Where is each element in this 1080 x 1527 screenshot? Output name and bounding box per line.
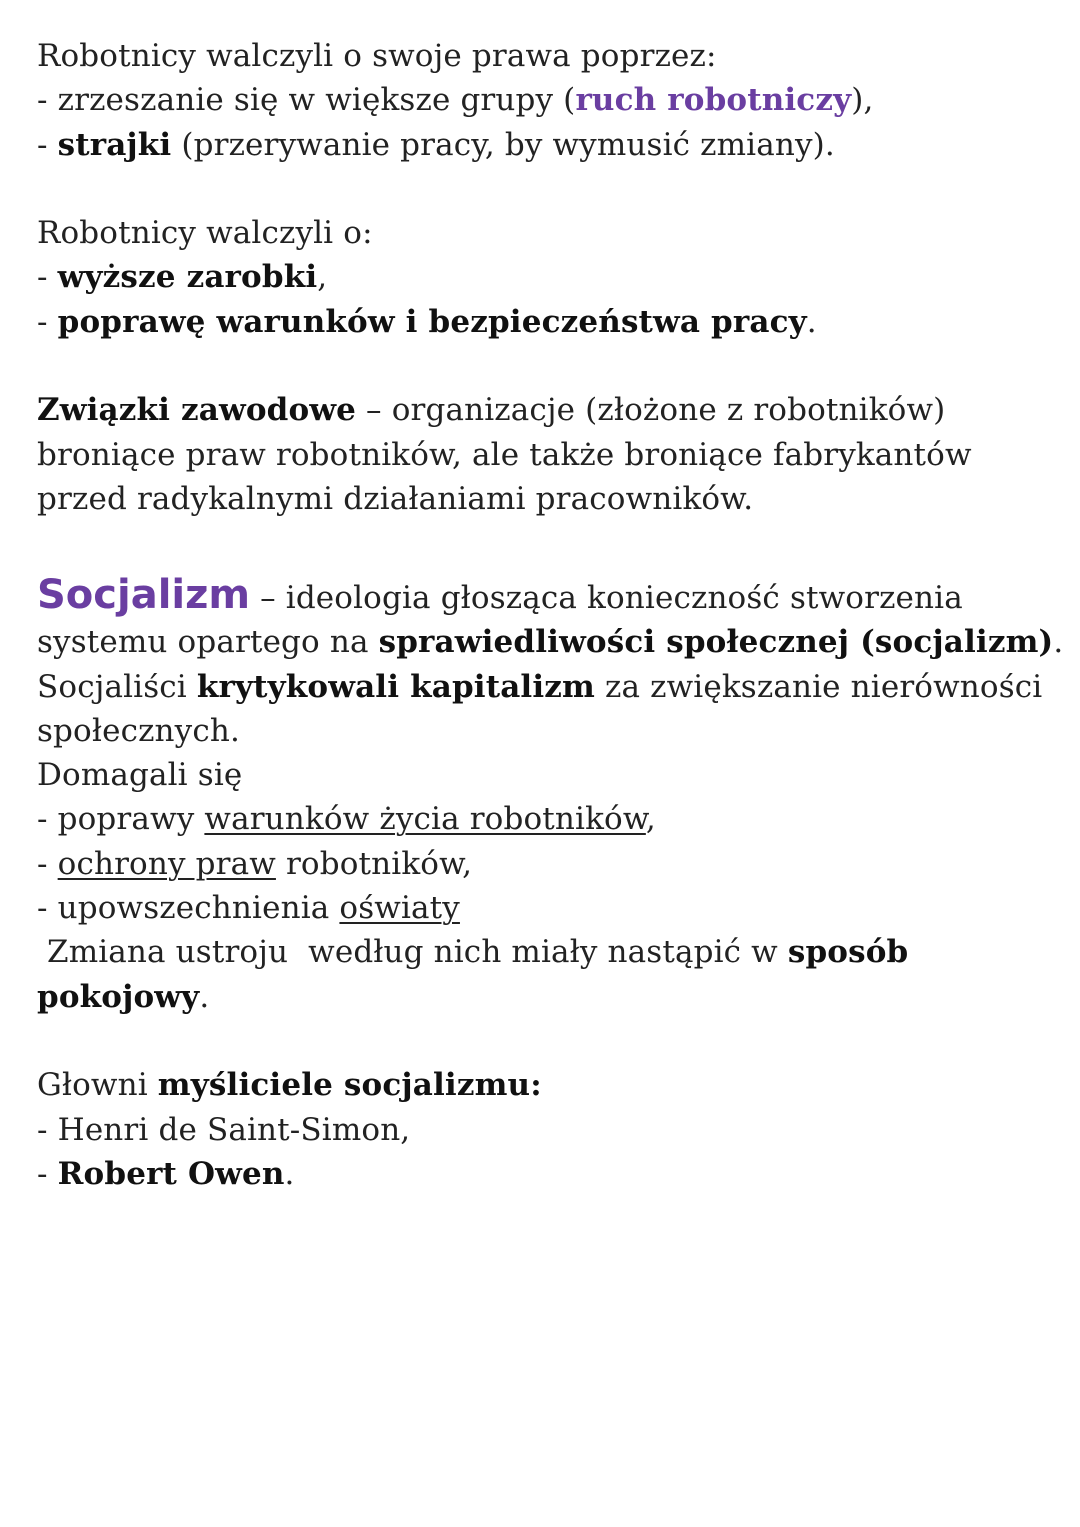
section4-line4: społecznych. [37, 712, 240, 749]
term-strikes: strajki [57, 126, 172, 163]
term-working-conditions: poprawę warunków i bezpieczeństwa pracy [57, 303, 807, 340]
section4-line5: Domagali się [37, 757, 243, 794]
spacer [37, 167, 1057, 211]
section4-line10: pokojowy. [37, 978, 210, 1015]
spacer [37, 1019, 1057, 1063]
term-social-justice: sprawiedliwości społecznej (socjalizm) [378, 624, 1054, 661]
section4-line2: systemu opartego na sprawiedliwości społecznej (socjalizm). [37, 624, 1064, 661]
section3-definition-line3: przed radykalnymi działaniami pracowników. [37, 480, 754, 517]
section4-item-living-conditions: - poprawy warunków życia robotników, [37, 801, 656, 838]
section3-definition-line2: broniące praw robotników, ale także broniące fabrykantów [37, 436, 972, 473]
term-higher-wages: wyższe zarobki [57, 259, 318, 296]
term-thinkers: myśliciele socjalizmu: [157, 1067, 542, 1104]
section4-line3: Socjaliści krytykowali kapitalizm za zwiększanie nierówności [37, 668, 1043, 705]
term-rights-protection: ochrony praw [57, 845, 276, 882]
spacer [37, 521, 1057, 570]
term-peaceful-way: sposób [787, 934, 909, 971]
term-trade-unions: Związki zawodowe [37, 392, 357, 429]
term-education: oświaty [339, 890, 460, 927]
document-page [37, 34, 1064, 1196]
term-peaceful: pokojowy [37, 978, 200, 1015]
term-robert-owen: Robert Owen [57, 1155, 285, 1192]
section5-item-saint-simon: - Henri de Saint-Simon, [37, 1111, 411, 1148]
spacer [37, 344, 1057, 388]
section2-intro: Robotnicy walczyli o: [37, 215, 373, 252]
section1-item-worker-movement: - zrzeszanie się w większe grupy (ruch robotniczy), [37, 82, 874, 119]
term-living-conditions: warunków życia robotników [204, 801, 646, 838]
term-criticized-capitalism: krytykowali kapitalizm [196, 668, 595, 705]
section3-definition-line1: Związki zawodowe – organizacje (złożone z robotników) [37, 392, 946, 429]
section4-item-rights-protection: - ochrony praw robotników, [37, 845, 473, 882]
heading-socialism: Socjalizm [37, 572, 251, 619]
term-worker-movement: ruch robotniczy [575, 82, 852, 119]
section4-line9: Zmiana ustroju według nich miały nastąpić w sposób [37, 934, 909, 971]
section4-definition-line1: Socjalizm – ideologia głosząca konieczność stworzenia [37, 572, 963, 619]
section2-item-working-conditions: - poprawę warunków i bezpieczeństwa pracy. [37, 303, 817, 340]
section2-item-higher-wages: - wyższe zarobki, [37, 259, 328, 296]
section5-intro: Głowni myśliciele socjalizmu: [37, 1067, 542, 1104]
section1-item-strikes: - strajki (przerywanie pracy, by wymusić zmiany). [37, 126, 835, 163]
section5-item-owen: - Robert Owen. [37, 1155, 295, 1192]
section1-intro: Robotnicy walczyli o swoje prawa poprzez: [37, 38, 717, 74]
section4-item-education: - upowszechnienia oświaty [37, 890, 460, 927]
